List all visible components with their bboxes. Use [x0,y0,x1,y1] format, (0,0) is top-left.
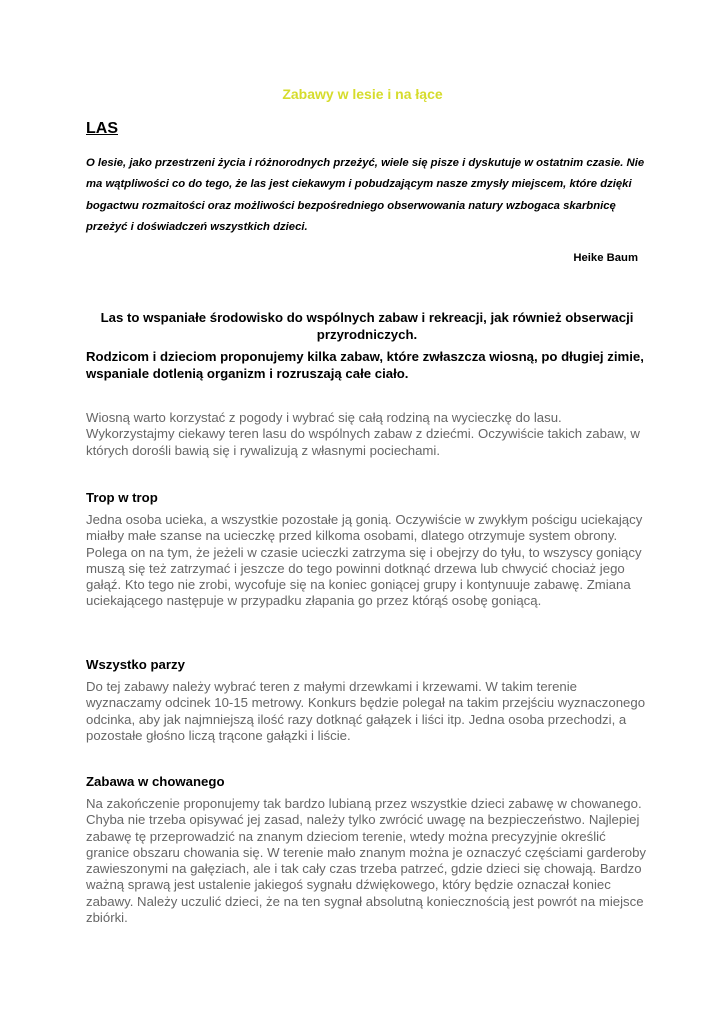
game-heading-zabawa-w-chowanego: Zabawa w chowanego [86,774,225,789]
game-description-zabawa-w-chowanego: Na zakończenie proponujemy tak bardzo lubianą przez wszystkie dzieci zabawę w chowanego. Chyba nie trzeba opisywać jej zasad, należy tylko zwrócić uwagę na bezpieczeństwo. Najlepiej zabawę tę przeprowadzić na znanym dzieciom terenie, wtedy można precyzyjnie określić granice obszaru chowania się. W terenie mało znanym można je oznaczyć częściami garderoby zawieszonymi na gałęziach, ale i tak cały czas trzeba patrzeć, gdzie dzieci się chowają. Bardzo ważną sprawą jest ustalenie jakiegoś sygnału dźwiękowego, który będzie oznaczał koniec zabawy. Należy uczulić dzieci, że na ten sygnał absolutną koniecznością jest powrót na miejsce zbiórki. [86,796,646,926]
quote-author: Heike Baum [573,252,638,264]
game-description-wszystko-parzy: Do tej zabawy należy wybrać teren z małymi drzewkami i krzewami. W takim terenie wyznaczamy odcinek 10-15 metrowy. Konkurs będzie polegał na takim przejściu wyznaczonego odcinka, aby jak najmniejszą ilość razy dotknąć gałązek i liści itp. Jedna osoba przechodzi, a pozostałe głośno liczą trącone gałązki i liście. [86,679,646,743]
document-title: Zabawy w lesie i na łące [282,86,443,102]
intro-statement: Las to wspaniałe środowisko do wspólnych zabaw i rekreacji, jak również obserwacji przyrodniczych. [100,310,634,342]
game-heading-trop-w-trop: Trop w trop [86,490,158,505]
section-heading-las: LAS [86,120,118,137]
game-heading-wszystko-parzy: Wszystko parzy [86,657,185,672]
intro-proposal: Rodzicom i dzieciom proponujemy kilka zabaw, które zwłaszcza wiosną, po długiej zimie, wspaniale dotlenią organizm i rozruszają całe ciało. [86,349,644,381]
opening-quote: O lesie, jako przestrzeni życia i różnorodnych przeżyć, wiele się pisze i dyskutuje w ostatnim czasie. Nie ma wątpliwości co do tego, że las jest ciekawym i pobudzającym nasze zmysły miejscem, które dzięki bogactwu rozmaitości oraz możliwości bezpośredniego obserwowania natury wzbogaca skarbnicę przeżyć i doświadczeń wszystkich dzieci. [86,157,645,233]
intro-paragraph: Wiosną warto korzystać z pogody i wybrać się całą rodziną na wycieczkę do lasu. Wykorzystajmy ciekawy teren lasu do wspólnych zabaw z dziećmi. Oczywiście takich zabaw, w których dorośli bawią się i rywalizują z własnymi pociechami. [86,410,640,458]
game-description-trop-w-trop: Jedna osoba ucieka, a wszystkie pozostałe ją gonią. Oczywiście w zwykłym pościgu uciekający miałby małe szanse na ucieczkę przed kilkoma osobami, dlatego otrzymuje system obrony. Polega on na tym, że jeżeli w czasie ucieczki zatrzyma się i obejrzy do tyłu, to wszyscy goniący muszą się też zatrzymać i jeszcze do tego powinni dotknąć drzewa lub chwycić chociaż jego gałąź. Kto tego nie zrobi, wycofuje się na koniec goniącej grupy i kontynuuje zabawę. Zmiana uciekającego następuje w przypadku złapania go przez którąś osobę goniącą. [86,512,643,609]
